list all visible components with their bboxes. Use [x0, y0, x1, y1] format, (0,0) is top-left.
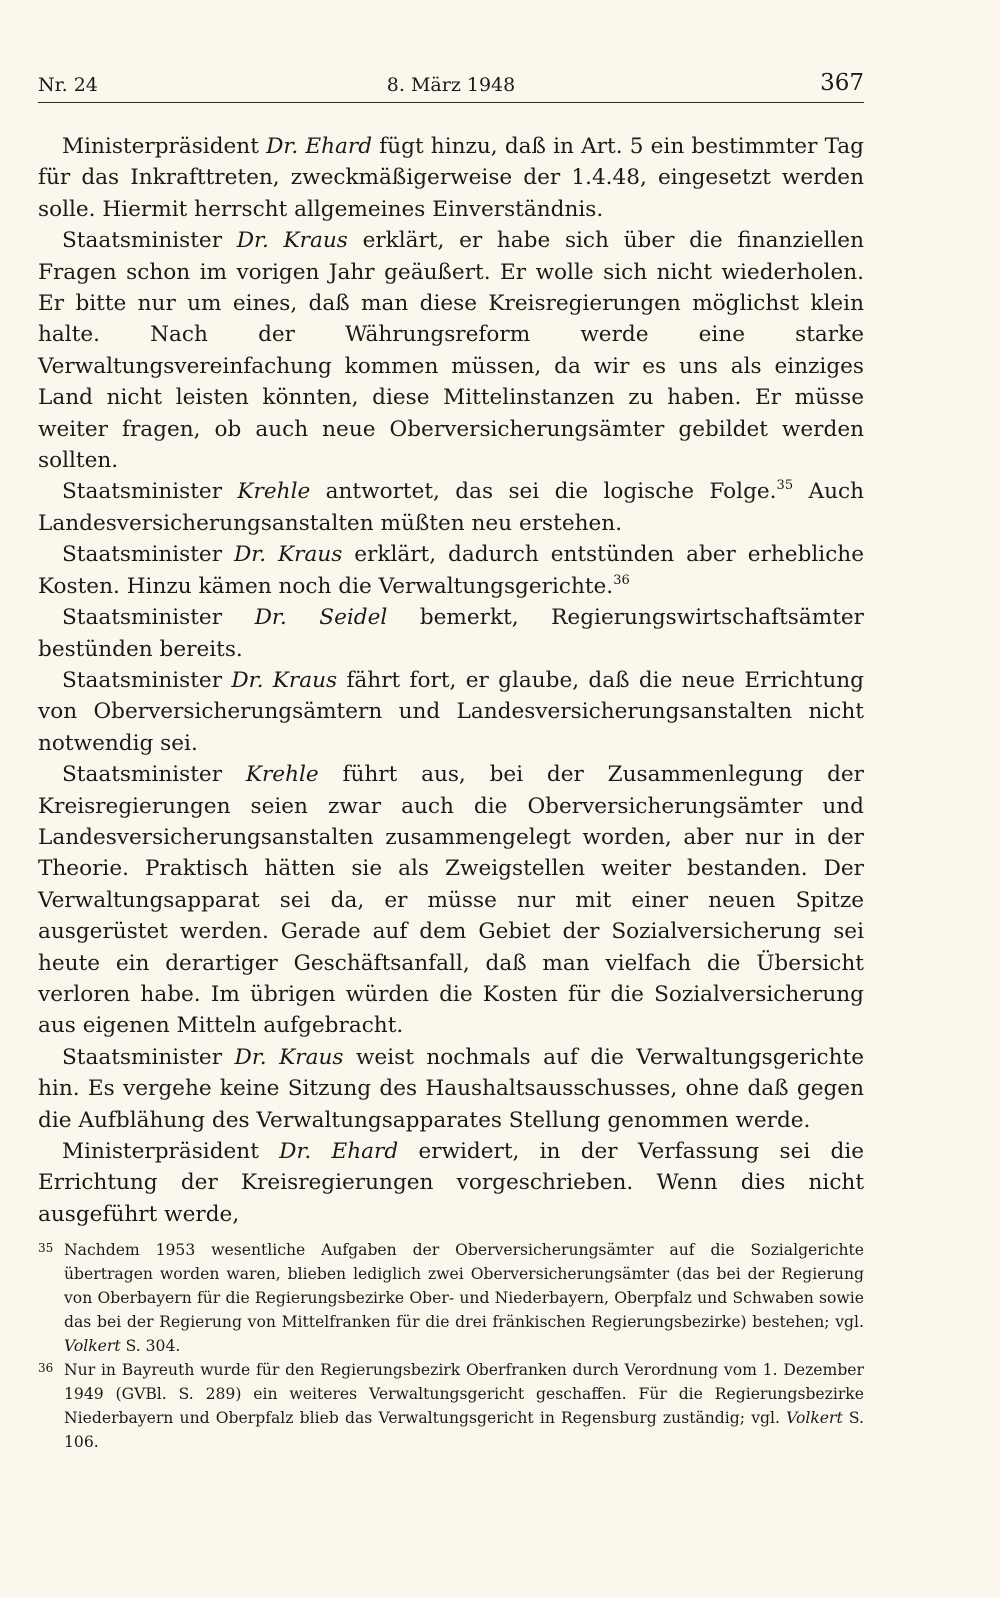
text-run: weist nochmals auf die Verwaltungsgerichte hin. Es vergehe keine Sitzung des Haushaltsausschusses, ohne daß gegen die Aufblähung des Verwaltungsapparates Stellung genommen werde. — [38, 1044, 864, 1133]
footnote-ref: 36 — [613, 572, 630, 588]
speaker-name: Dr. Ehard — [279, 1139, 399, 1164]
paragraph — [38, 1042, 864, 1136]
speaker-name: Dr. Kraus — [234, 1044, 344, 1070]
text-run: S. 106. — [64, 1409, 865, 1451]
text-run: Staatsminister — [62, 605, 255, 631]
text-run: erwidert, in der Verfassung sei die Errichtung der Kreisregierungen vorgeschrieben. Wenn dies nicht ausgeführt werde, — [38, 1139, 864, 1227]
paragraph — [38, 1136, 864, 1230]
text-run: Nachdem 1953 wesentliche Aufgaben der Oberversicherungsämter auf die Sozialgerichte übertragen worden waren, blieben lediglich zwei Oberversicherungsämter (das bei der Regierung von Oberbayern für die Regierungsbezirke Ober- und Niederbayern, Oberpfalz und Schwaben sowie das bei der Regierung von Mittelfranken für die drei fränkischen Regierungsbezirke) bestehen; vgl. — [64, 1241, 864, 1331]
issue-number: Nr. 24 — [38, 74, 98, 96]
speaker-name: Dr. Kraus — [233, 542, 343, 568]
speaker-name: Volkert — [64, 1337, 121, 1355]
footnote-number: 35 — [38, 1241, 54, 1255]
footnote-number: 36 — [38, 1361, 54, 1375]
text-run: Staatsminister — [62, 542, 234, 568]
text-run: Auch Landesversicherungsanstalten müßten neu erstehen. — [38, 479, 864, 536]
speaker-name: Krehle — [245, 762, 319, 788]
paragraph — [38, 476, 864, 539]
page-number: 367 — [820, 70, 864, 96]
text-run: antwortet, das sei die logische Folge. — [310, 479, 777, 505]
text-run: fährt fort, er glaube, daß die neue Errichtung von Oberversicherungsämtern und Landesversicherungsanstalten nicht notwendig sei. — [38, 667, 864, 756]
text-run: fügt hinzu, daß in Art. 5 ein bestimmter Tag für das Inkrafttreten, zweckmäßigerweise der 1.4.48, eingesetzt werden solle. Hiermit herrscht allgemeines Einverständnis. — [38, 134, 865, 222]
paragraph — [38, 131, 864, 225]
text-run: bemerkt, Regierungswirtschaftsämter bestünden bereits. — [38, 605, 864, 662]
speaker-name: Dr. Ehard — [266, 134, 373, 159]
text-run: Staatsminister — [62, 228, 237, 254]
paragraph — [38, 759, 864, 1042]
speaker-name: Dr. Kraus — [236, 228, 348, 254]
paragraph — [38, 665, 864, 759]
speaker-name: Krehle — [237, 479, 311, 505]
speaker-name: Dr. Kraus — [231, 667, 338, 693]
text-run: erklärt, dadurch entstünden aber erhebliche Kosten. Hinzu kämen noch die Verwaltungsgerichte. — [38, 542, 864, 599]
footnotes — [38, 1238, 864, 1454]
text-run: Staatsminister — [62, 479, 238, 505]
footnote — [38, 1238, 864, 1358]
text-run: führt aus, bei der Zusammenlegung der Kreisregierungen seien zwar auch die Oberversicherungsämter und Landesversicherungsanstalten zusammengelegt worden, aber nur in der Theorie. Praktisch hätten sie als Zweigstellen weiter bestanden. Der Verwaltungsapparat sei da, er müsse nur mit einer neuen Spitze ausgerüstet werden. Gerade auf dem Gebiet der Sozialversicherung sei heute ein derartiger Geschäftsanfall, daß man vielfach die Übersicht verloren habe. Im übrigen würden die Kosten für die Sozialversicherung aus eigenen Mitteln aufgebracht. — [38, 762, 864, 1039]
paragraph — [38, 225, 864, 476]
speaker-name: Volkert — [786, 1409, 843, 1427]
text-run: Staatsminister — [62, 667, 232, 693]
text-run: S. 304. — [120, 1337, 181, 1355]
text-run: Ministerpräsident — [62, 134, 267, 159]
footnote-ref: 35 — [776, 478, 794, 494]
running-header — [38, 70, 864, 103]
session-date: 8. März 1948 — [386, 74, 516, 96]
text-run: Ministerpräsident — [62, 1139, 280, 1164]
text-run: Nur in Bayreuth wurde für den Regierungsbezirk Oberfranken durch Verordnung vom 1. Dezember 1949 (GVBl. S. 289) ein weiteres Verwaltungsgericht geschaffen. Für die Regierungsbezirke Niederbayern und Oberpfalz blieb das Verwaltungsgericht in Regensburg zuständig; vgl. — [64, 1361, 864, 1427]
footnote — [38, 1358, 864, 1454]
paragraph — [38, 539, 864, 602]
text-run: Staatsminister — [62, 1044, 235, 1070]
text-run: erklärt, er habe sich über die finanziellen Fragen schon im vorigen Jahr geäußert. Er wolle sich nicht wiederholen. Er bitte nur um eines, daß man diese Kreisregierungen möglichst klein halte. Nach der Währungsreform werde eine starke Verwaltungsvereinfachung kommen müssen, da wir es uns als einziges Land nicht leisten könnten, diese Mittelinstanzen zu haben. Er müsse weiter fragen, ob auch neue Oberversicherungsämter gebildet werden sollten. — [38, 228, 864, 474]
speaker-name: Dr. Seidel — [254, 605, 388, 631]
body-text — [38, 131, 864, 1230]
paragraph — [38, 602, 864, 665]
text-run: Staatsminister — [62, 762, 246, 788]
